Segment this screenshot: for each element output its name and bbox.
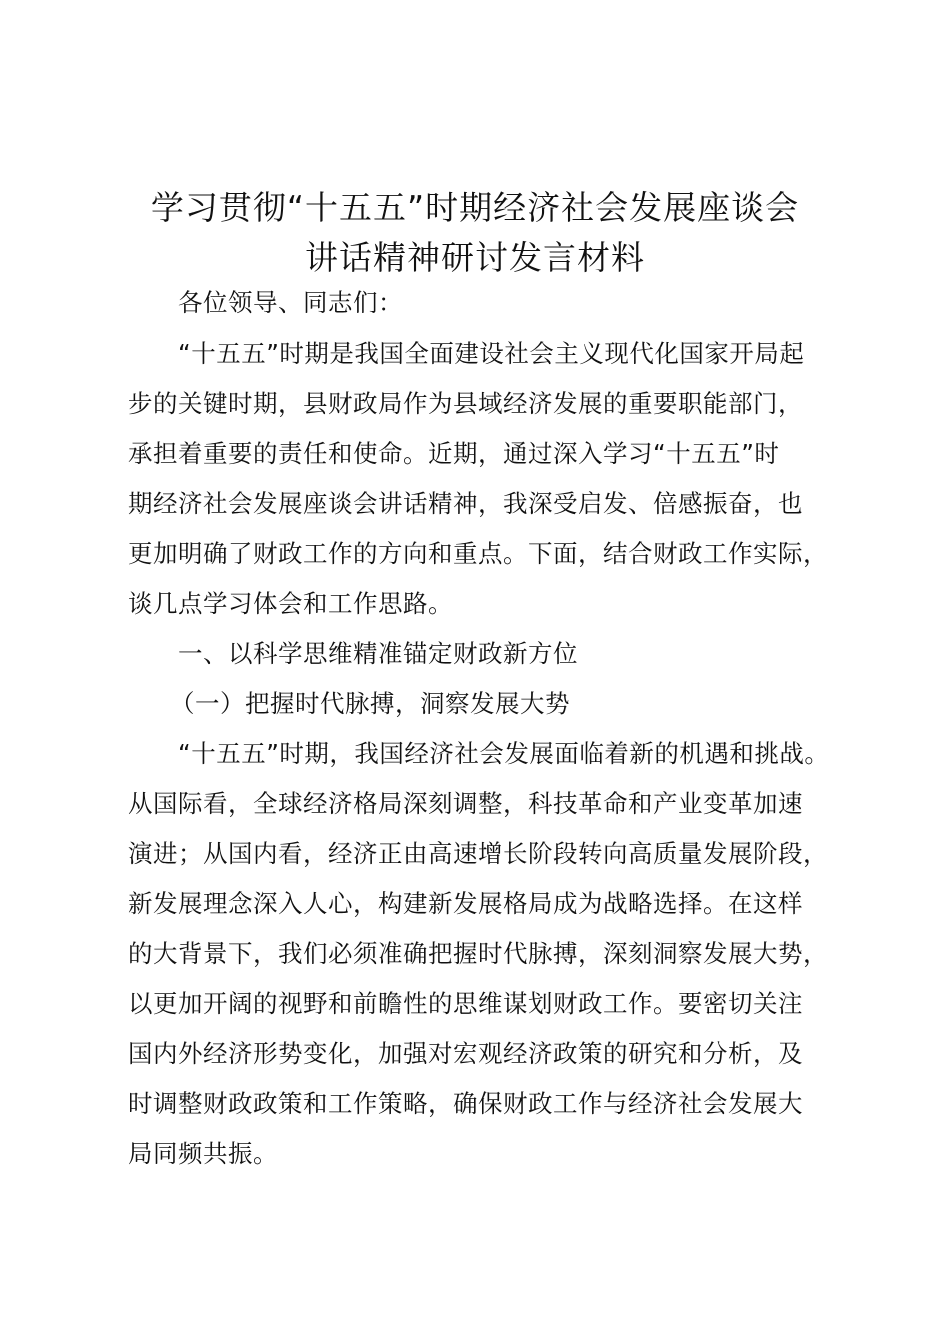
paragraph-2-line: “十五五”时期，我国经济社会发展面临着新的机遇和挑战。 [178, 739, 830, 768]
paragraph-1-line: 期经济社会发展座谈会讲话精神，我深受启发、倍感振奋，也 [128, 489, 803, 518]
document-title-line-1: 学习贯彻“十五五”时期经济社会发展座谈会 [150, 188, 800, 227]
paragraph-2-line: 从国际看，全球经济格局深刻调整，科技革命和产业变革加速 [128, 789, 803, 818]
paragraph-2-line: 时调整财政政策和工作策略，确保财政工作与经济社会发展大 [128, 1089, 803, 1118]
paragraph-2-line: 国内外经济形势变化，加强对宏观经济政策的研究和分析，及 [128, 1039, 803, 1068]
paragraph-2-line: 演进；从国内看，经济正由高速增长阶段转向高质量发展阶段， [128, 839, 828, 868]
paragraph-2-line: 局同频共振。 [128, 1139, 278, 1168]
section-heading: 一、以科学思维精准锚定财政新方位 [178, 639, 578, 668]
paragraph-2-line: 以更加开阔的视野和前瞻性的思维谋划财政工作。要密切关注 [128, 989, 803, 1018]
paragraph-1-line: 承担着重要的责任和使命。近期，通过深入学习“十五五”时 [128, 439, 780, 468]
paragraph-1-line: 更加明确了财政工作的方向和重点。下面，结合财政工作实际， [128, 539, 828, 568]
paragraph-1-line: 谈几点学习体会和工作思路。 [128, 589, 453, 618]
salutation: 各位领导、同志们： [178, 288, 403, 317]
paragraph-1-line: “十五五”时期是我国全面建设社会主义现代化国家开局起 [178, 339, 805, 368]
paragraph-2-line: 新发展理念深入人心，构建新发展格局成为战略选择。在这样 [128, 889, 803, 918]
paragraph-1-line: 步的关键时期，县财政局作为县域经济发展的重要职能部门， [128, 389, 803, 418]
document-title-line-2: 讲话精神研讨发言材料 [305, 238, 645, 277]
paragraph-2-line: 的大背景下，我们必须准确把握时代脉搏，深刻洞察发展大势， [128, 939, 828, 968]
subsection-heading: （一）把握时代脉搏，洞察发展大势 [170, 689, 570, 718]
